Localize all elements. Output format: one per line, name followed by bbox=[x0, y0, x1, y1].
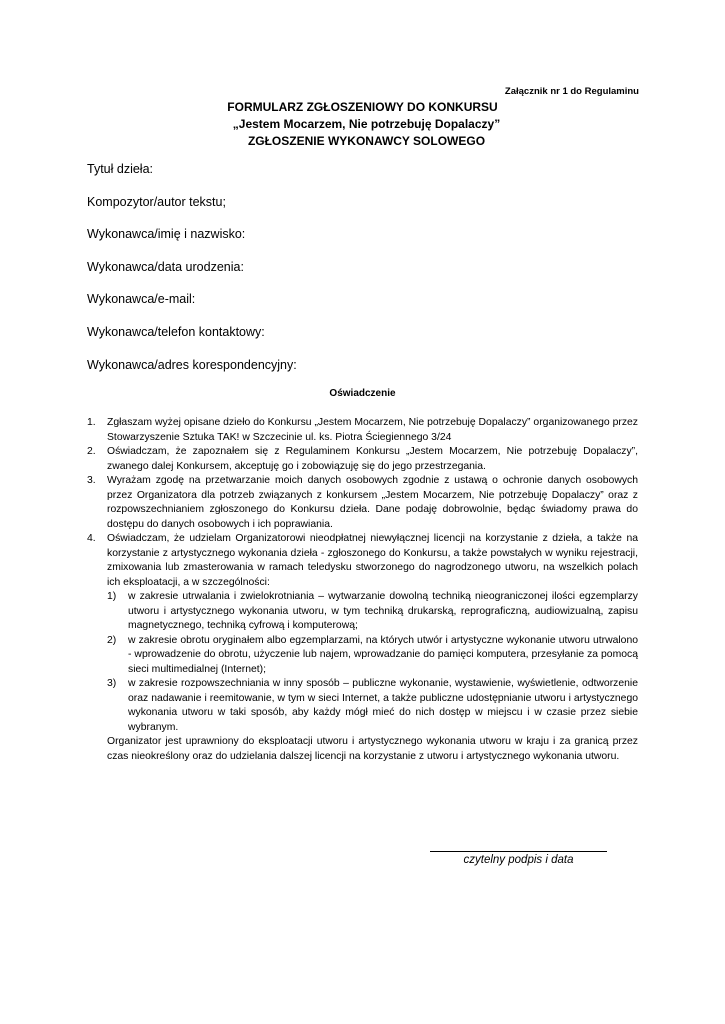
field-performer-address[interactable]: Wykonawca/adres korespondencyjny: bbox=[87, 357, 297, 372]
subitem-number: 3) bbox=[107, 678, 117, 689]
item-number: 4. bbox=[87, 533, 96, 544]
item-text: Wyrażam zgodę na przetwarzanie moich danych osobowych zgodnie z ustawą o ochronie danych osobowych przez Organizatora dla potrzeb związanych z konkursem „Jestem Mocarzem, Nie potrzebuję Dopalaczy” oraz z rozpowszechnianiem zgłoszonego do Konkursu dzieła. Dane podaję dobrowolnie, będąc świadomy prawa do dostępu do danych osobowych i ich poprawiania. bbox=[107, 475, 638, 530]
declaration-list bbox=[87, 416, 638, 764]
title-line-2: „Jestem Mocarzem, Nie potrzebuję Dopalaczy” bbox=[232, 117, 501, 131]
form-title bbox=[0, 99, 725, 150]
declaration-item bbox=[87, 474, 638, 532]
field-performer-email[interactable]: Wykonawca/e-mail: bbox=[87, 292, 196, 307]
declaration-item bbox=[87, 532, 638, 764]
field-performer-birthdate[interactable]: Wykonawca/data urodzenia: bbox=[87, 259, 244, 274]
item-text: Zgłaszam wyżej opisane dzieło do Konkursu „Jestem Mocarzem, Nie potrzebuję Dopalaczy” organizowanego przez Stowarzyszenie Sztuka TAK! w Szczecinie ul. ks. Piotra Ściegiennego 3/24 bbox=[107, 417, 638, 443]
closing-paragraph: Organizator jest uprawniony do eksploatacji utworu i artystycznego wykonania utworu w kraju i za granicą przez czas nieokreślony oraz do udzielania dalszej licencji na korzystanie z utworu i artystycznego wykonania utworu. bbox=[107, 736, 638, 762]
field-performer-name[interactable]: Wykonawca/imię i nazwisko: bbox=[87, 227, 246, 242]
subitem-text: w zakresie obrotu oryginałem albo egzemplarzami, na których utwór i artystyczne wykonanie utworu utrwalono - wprowadzenie do obrotu, użyczenie lub najem, wprowadzanie do pamięci komputera, przesyłanie za pomocą sieci multimedialnej (Internet); bbox=[128, 634, 638, 675]
item-number: 2. bbox=[87, 446, 96, 457]
declaration-subitem bbox=[107, 634, 638, 678]
subitem-text: w zakresie rozpowszechniania w inny sposób – publiczne wykonanie, wystawienie, wyświetlenie, odtworzenie oraz nadawanie i reemitowanie, w tym w sieci Internet, a także publiczne udostępnianie utworu i artystycznego wykonania utworu w taki sposób, aby każdy mógł mieć do nich dostęp w miejscu i w czasie przez siebie wybranym. bbox=[128, 678, 638, 733]
item-text: Oświadczam, że zapoznałem się z Regulaminem Konkursu „Jestem Mocarzem, Nie potrzebuję Dopalaczy”, zwanego dalej Konkursem, akceptuję go i zobowiązuję się do jego przestrzegania. bbox=[107, 446, 638, 472]
declaration-subitem bbox=[107, 677, 638, 735]
declaration-heading: Oświadczenie bbox=[329, 388, 396, 399]
subitem-number: 2) bbox=[107, 634, 117, 646]
title-line-1: FORMULARZ ZGŁOSZENIOWY DO KONKURSU bbox=[227, 100, 498, 114]
subitem-number: 1) bbox=[107, 591, 117, 602]
annex-label: Załącznik nr 1 do Regulaminu bbox=[504, 86, 639, 97]
item-number: 3. bbox=[87, 475, 96, 486]
form-fields bbox=[87, 161, 297, 389]
field-work-title[interactable]: Tytuł dzieła: bbox=[87, 162, 154, 176]
field-composer[interactable]: Kompozytor/autor tekstu; bbox=[87, 194, 226, 209]
signature-caption: czytelny podpis i data bbox=[463, 854, 574, 866]
subitem-text: w zakresie utrwalania i zwielokrotniania – wytwarzanie dowolną techniką nieograniczonej ilości egzemplarzy utworu i artystycznego wykonania utworu, w tym techniką drukarską, reprograficzną, audiowizualną, zapisu magnetycznego, techniką cyfrową i komputerową; bbox=[128, 591, 638, 631]
declaration-item bbox=[87, 416, 638, 445]
signature-line[interactable] bbox=[430, 851, 607, 852]
declaration-item bbox=[87, 445, 638, 474]
field-performer-phone[interactable]: Wykonawca/telefon kontaktowy: bbox=[87, 324, 265, 339]
title-line-3: ZGŁOSZENIE WYKONAWCY SOLOWEGO bbox=[247, 134, 486, 148]
item-number: 1. bbox=[87, 417, 96, 428]
item-text: Oświadczam, że udzielam Organizatorowi nieodpłatnej niewyłącznej licencji na korzystanie z dzieła, a także na korzystanie z artystycznego wykonania dzieła - zgłoszonego do Konkursu, a także powstałych w wyniku rejestracji, zmixowania lub zmasterowania w ramach teledysku stworzonego do nagrodzonego utworu, na wszelkich polach ich eksploatacji, a w szczególności: bbox=[107, 533, 638, 588]
declaration-subitem bbox=[107, 590, 638, 634]
